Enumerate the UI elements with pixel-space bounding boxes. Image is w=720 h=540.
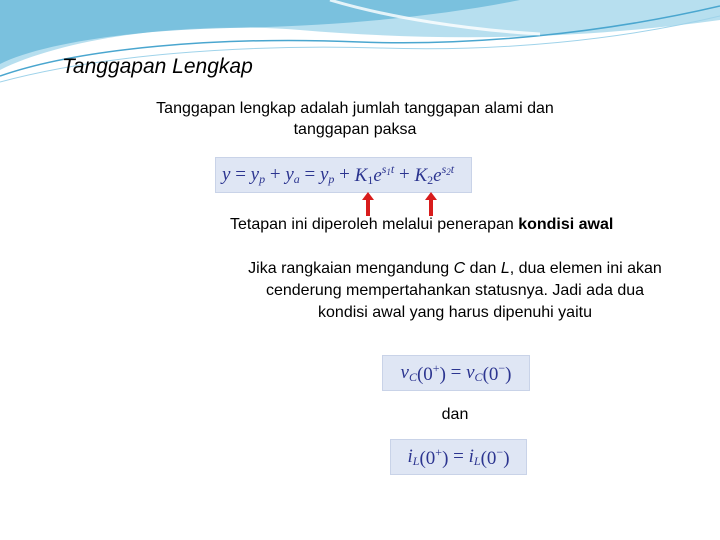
para-text-1: Jika rangkaian mengandung [248,260,454,277]
para-symbol-c: C [453,260,466,277]
conjunction-text: dan [441,406,469,423]
note-prefix: Tetapan ini diperoleh melalui penerapan [230,216,519,233]
intro-text: Tanggapan lengkap adalah jumlah tanggapan alami dan tanggapan paksa [156,100,554,138]
note-bold: kondisi awal [518,216,614,233]
arrow-up-icon [361,192,375,216]
para-text-2: dan [465,260,501,277]
inductor-current-condition: $i_L$ (0+) = $i_L$ (0−) [390,439,527,475]
para-text-3: , dua elemen ini akan cenderung mempertahankan statusnya. Jadi ada dua kondisi awal yang harus dipenuhi yaitu [265,260,662,321]
page-title: Tanggapan Lengkap [62,55,253,78]
complete-response-equation: y = $y_p$ + $y_a$ = $y_p$ + $K_1e^{s_1t}$ + $K_2e^{s_2t}$ [215,157,472,193]
arrow-up-icon [424,192,438,216]
capacitor-voltage-condition: $v_C$ (0+) = $v_C$ (0−) [382,355,530,391]
constant-note [230,216,613,234]
initial-condition-paragraph [240,258,670,324]
para-symbol-l: L [500,260,510,277]
